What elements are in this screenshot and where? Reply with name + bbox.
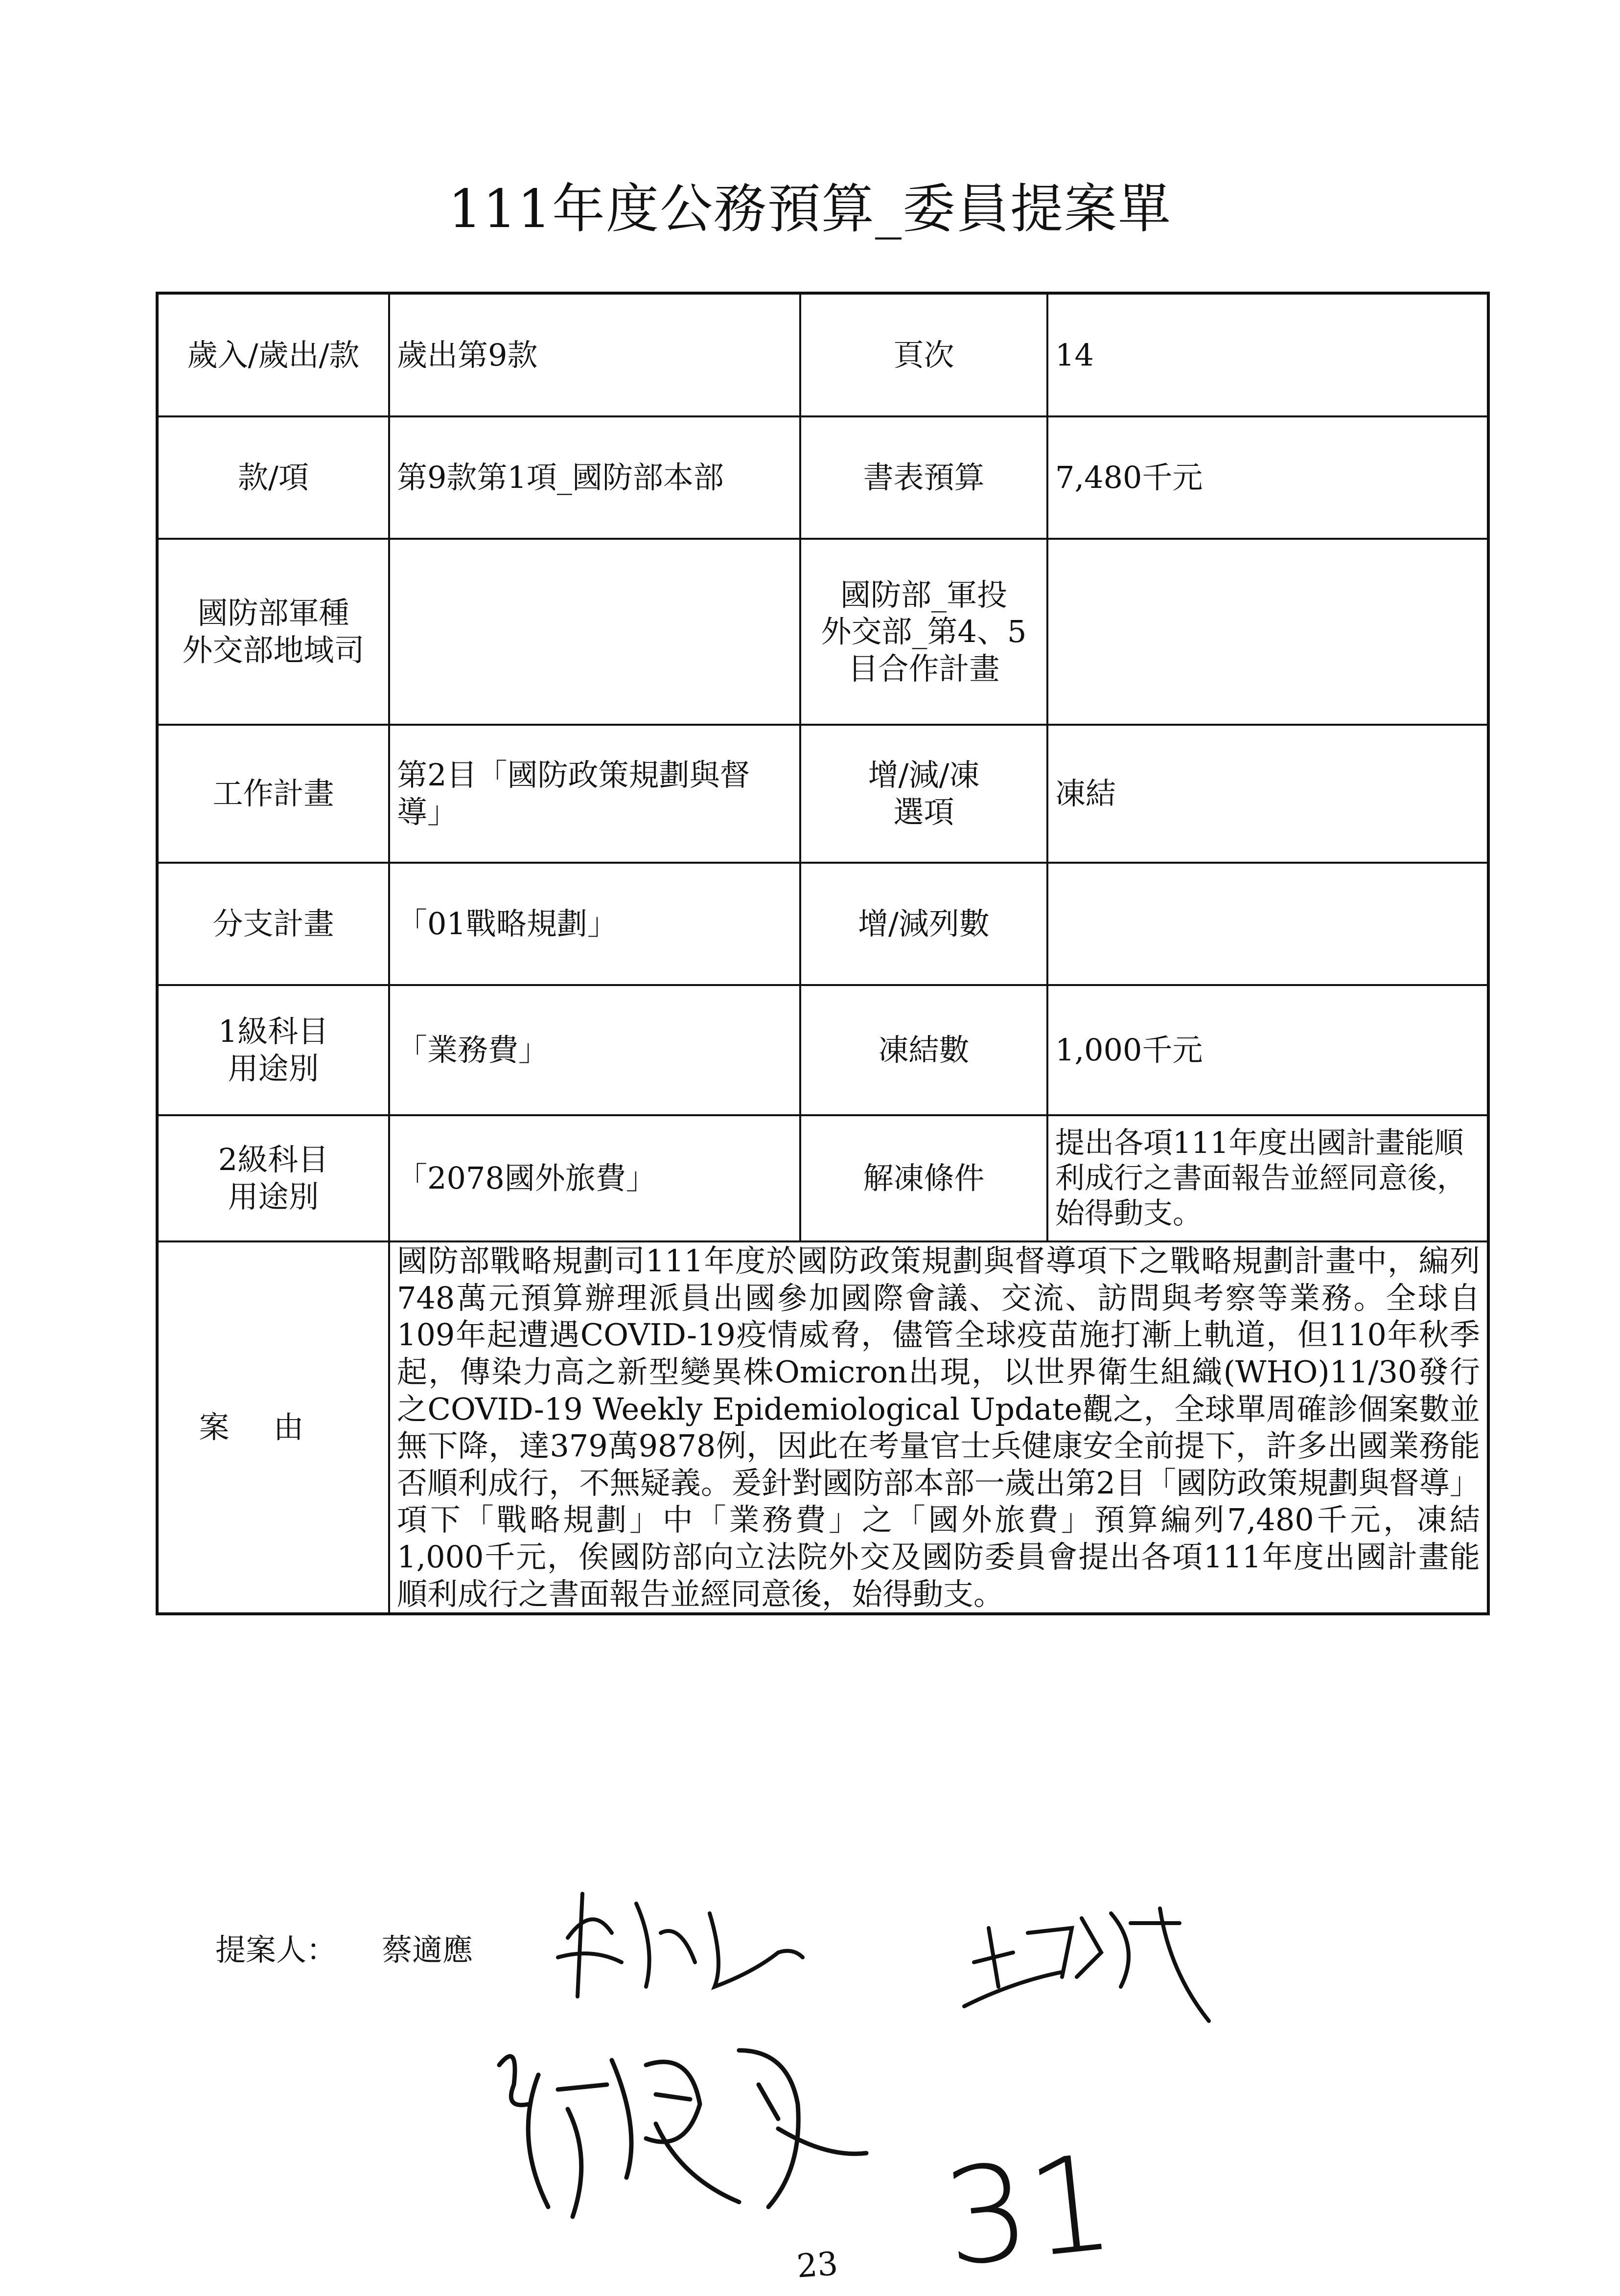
field-value: 歲出第9款 [389, 293, 800, 416]
field-label [800, 725, 1047, 863]
field-value [1047, 863, 1488, 985]
label-line: 選項 [893, 794, 954, 830]
table-row [157, 863, 1488, 985]
handwritten-number: 31 [937, 2125, 1121, 2296]
label-line: 用途別 [228, 1051, 319, 1086]
field-label: 增/減列數 [800, 863, 1047, 985]
form-title: 111年度公務預算_委員提案單 [448, 179, 1172, 240]
label-line: 增/減/凍 [868, 757, 980, 793]
field-label: 頁次 [800, 293, 1047, 416]
field-value: 「2078國外旅費」 [389, 1115, 800, 1241]
field-value: 7,480千元 [1047, 416, 1488, 539]
field-value: 1,000千元 [1047, 985, 1488, 1115]
label-line: 1級科目 [218, 1013, 329, 1050]
field-value: 凍結 [1047, 725, 1488, 863]
table-row [157, 985, 1488, 1115]
label-line: 外交部_第4、5 [821, 614, 1027, 650]
field-label: 凍結數 [800, 985, 1047, 1115]
field-value: 「業務費」 [389, 985, 800, 1115]
label-line: 2級科目 [218, 1142, 329, 1178]
field-value [1047, 539, 1488, 725]
field-label: 歲入/歲出/款 [157, 293, 389, 416]
field-label [800, 539, 1047, 725]
proposal-form-table [156, 292, 1490, 1615]
label-line: 國防部_軍投 [840, 576, 1007, 613]
page-number: 23 [795, 2245, 839, 2285]
table-row [157, 1241, 1488, 1614]
reason-label: 案由 [157, 1241, 389, 1614]
label-line: 外交部地域司 [182, 632, 365, 668]
table-row [157, 416, 1488, 539]
proposer-label: 提案人： [215, 1932, 337, 1968]
signature-1 [548, 1874, 822, 2001]
field-value [389, 539, 800, 725]
field-label: 書表預算 [800, 416, 1047, 539]
proposer [215, 1926, 473, 1969]
label-line: 目合作計畫 [848, 650, 1000, 687]
field-value: 第9款第1項_國防部本部 [389, 416, 800, 539]
reason-text: 國防部戰略規劃司111年度於國防政策規劃與督導項下之戰略規劃計畫中，編列748萬元預算辦理派員出國參加國際會議、交流、訪問與考察等業務。全球自109年起遭遇COVID-19疫情威脅，儘管全球疫苗施打漸上軌道，但110年秋季起，傳染力高之新型變異株Omicron出現，以世界衛生組織(WHO)11/30發行之COVID-19 Weekly Epidemiological Update觀之，全球單周確診個案數並無下降，達379萬9878例，因此在考量官士兵健康安全前提下，許多出國業務能否順利成行，不無疑義。爰針對國防部本部一歲出第2目「國防政策規劃與督導」項下「戰略規劃」中「業務費」之「國外旅費」預算編列7,480千元，凍結1,000千元，俟國防部向立法院外交及國防委員會提出各項111年度出國計畫能順利成行之書面報告並經同意後，始得動支。 [389, 1241, 1488, 1614]
field-label: 款/項 [157, 416, 389, 539]
field-value: 第2目「國防政策規劃與督導」 [389, 725, 800, 863]
field-label: 分支計畫 [157, 863, 389, 985]
signature-2 [954, 1889, 1228, 2036]
table-row [157, 539, 1488, 725]
field-value: 提出各項111年度出國計畫能順利成行之書面報告並經同意後，始得動支。 [1047, 1115, 1488, 1241]
field-value: 14 [1047, 293, 1488, 416]
signature-3 [485, 2031, 905, 2236]
proposer-name: 蔡適應 [382, 1932, 473, 1968]
label-line: 用途別 [228, 1179, 319, 1215]
table-row [157, 1115, 1488, 1241]
field-label [157, 1115, 389, 1241]
field-value: 「01戰略規劃」 [389, 863, 800, 985]
field-label [157, 985, 389, 1115]
label-line: 國防部軍種 [197, 595, 349, 631]
table-row [157, 293, 1488, 416]
table-row [157, 725, 1488, 863]
field-label [157, 539, 389, 725]
field-label: 解凍條件 [800, 1115, 1047, 1241]
field-label: 工作計畫 [157, 725, 389, 863]
